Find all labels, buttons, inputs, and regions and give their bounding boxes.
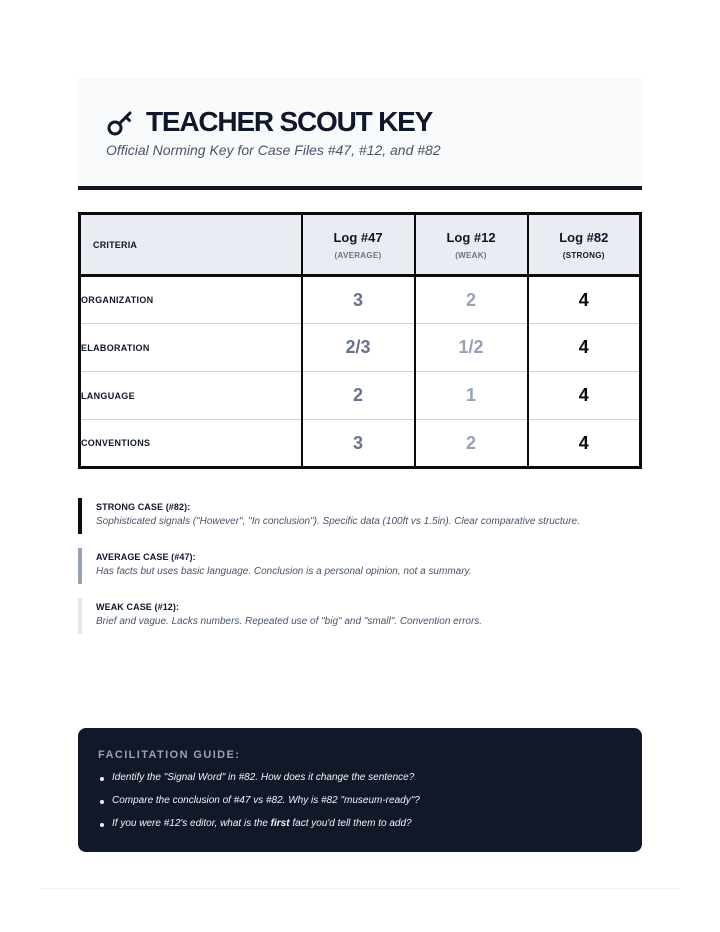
average-case-text: Has facts but uses basic language. Conclusion is a personal opinion, not a summary. [96,566,472,577]
score-cell: 1/2 [415,324,528,372]
table-row [80,276,641,324]
criteria-header-label: CRITERIA [93,239,138,250]
list-item: Identify the "Signal Word" in #82. How does it change the sentence? [98,772,420,795]
weak-case-text: Brief and vague. Lacks numbers. Repeated use of "big" and "small". Convention errors. [96,616,483,627]
score-cell: 3 [302,420,415,468]
log-47-name: Log #47 [333,229,383,245]
guide-item-emphasis: first [270,818,290,829]
criterion-label: ORGANIZATION [80,276,302,324]
score-cell: 2/3 [302,324,415,372]
strong-case-title: STRONG CASE (#82): [96,502,191,512]
header-panel [78,78,642,190]
facilitation-guide [78,728,642,852]
criterion-label: ELABORATION [80,324,302,372]
scoring-table [78,212,642,469]
guide-title: FACILITATION GUIDE: [98,749,241,761]
log-12-column-header [415,214,528,276]
score-cell: 1 [415,372,528,420]
log-12-tag: (WEAK) [455,250,487,260]
page-title: TEACHER SCOUT KEY [146,106,433,137]
log-82-name: Log #82 [559,229,609,245]
criterion-label: CONVENTIONS [81,438,151,448]
key-icon [106,107,136,137]
log-82-tag: (STRONG) [562,250,605,260]
score-cell: 4 [528,420,641,468]
average-case-title: AVERAGE CASE (#47): [96,552,196,562]
criteria-column-header [80,214,302,276]
score-cell: 4 [528,324,641,372]
table-row [80,420,641,468]
list-item: Compare the conclusion of #47 vs #82. Why is #82 "museum-ready"? [98,795,420,818]
criterion-label: LANGUAGE [80,372,302,420]
table-row [80,324,641,372]
table-row [80,372,641,420]
score-cell: 2 [415,420,528,468]
page-subtitle: Official Norming Key for Case Files #47, #12, and #82 [106,142,441,158]
score-cell: 4 [528,372,641,420]
guide-list [98,772,420,841]
log-47-column-header [302,214,415,276]
log-82-column-header [528,214,641,276]
guide-item-text: fact you'd tell them to add? [289,818,412,829]
score-cell: 2 [415,276,528,324]
score-cell: 4 [528,276,641,324]
strong-case-note [78,498,642,534]
weak-case-title: WEAK CASE (#12): [96,602,180,612]
list-item [98,818,420,841]
table-header-row [80,214,641,276]
log-12-name: Log #12 [446,229,496,245]
strong-case-text: Sophisticated signals ("However", "In conclusion"). Specific data (100ft vs 1.5in). Clear comparative structure. [96,516,580,527]
score-cell: 3 [302,276,415,324]
footer-divider [42,888,678,889]
average-case-note [78,548,642,584]
score-cell: 2 [302,372,415,420]
title-row [106,106,432,138]
weak-case-note [78,598,642,634]
log-47-tag: (AVERAGE) [334,250,382,260]
guide-item-text: If you were #12's editor, what is the [112,818,271,829]
